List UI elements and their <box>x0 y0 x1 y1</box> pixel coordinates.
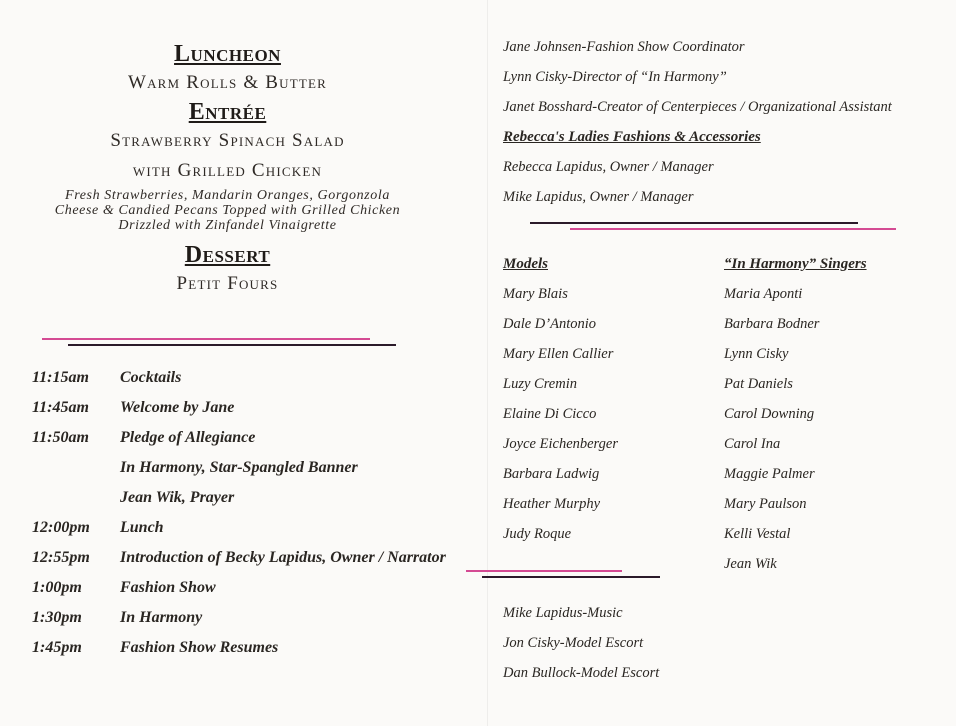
schedule-row <box>32 546 472 569</box>
schedule-event: Pledge of Allegiance <box>120 429 256 446</box>
models-list <box>503 279 703 549</box>
schedule-time: 11:50am <box>32 429 89 446</box>
schedule-row <box>32 486 472 509</box>
schedule-time: 11:45am <box>32 399 89 416</box>
schedule-event: Fashion Show Resumes <box>120 639 279 656</box>
model-name: Mary Ellen Callier <box>503 346 614 362</box>
schedule-list <box>32 366 472 666</box>
singers-column <box>724 249 924 579</box>
schedule-event: Lunch <box>120 519 164 536</box>
singer-name: Carol Ina <box>724 436 781 452</box>
staff-credit: Mike Lapidus-Music <box>503 605 623 621</box>
schedule-row <box>32 516 472 539</box>
menu-section <box>30 40 425 299</box>
left-divider-dark <box>68 344 396 346</box>
singers-heading: “In Harmony” Singers <box>724 256 867 272</box>
luncheon-heading: Luncheon <box>174 41 281 67</box>
model-name: Dale D’Antonio <box>503 316 597 332</box>
schedule-time: 1:00pm <box>32 579 82 596</box>
schedule-time <box>32 456 120 479</box>
entree-line-1: Strawberry Spinach Salad <box>110 130 345 151</box>
singer-name: Pat Daniels <box>724 376 793 392</box>
schedule-event: Cocktails <box>120 369 182 386</box>
model-name: Mary Blais <box>503 286 568 302</box>
entree-heading: Entrée <box>188 99 267 125</box>
right-top-divider-dark <box>530 222 858 224</box>
schedule-event: Introduction of Becky Lapidus, Owner / Narrator <box>120 549 446 566</box>
singers-list <box>724 279 924 579</box>
schedule-time: 12:00pm <box>32 519 90 536</box>
right-bottom-divider-dark <box>482 576 660 578</box>
schedule-event: Fashion Show <box>120 579 216 596</box>
sponsor-heading: Rebecca's Ladies Fashions & Accessories <box>503 129 761 145</box>
entree-line-2: with Grilled Chicken <box>132 160 323 181</box>
singer-name: Jean Wik <box>724 556 777 572</box>
singer-name: Lynn Cisky <box>724 346 789 362</box>
singer-name: Maggie Palmer <box>724 466 815 482</box>
schedule-event: In Harmony, Star-Spangled Banner <box>120 459 358 476</box>
model-name: Joyce Eichenberger <box>503 436 618 452</box>
entree-desc-line-2: Cheese & Candied Pecans Topped with Grilled Chicken <box>54 203 401 218</box>
models-heading: Models <box>503 256 548 272</box>
schedule-time <box>32 486 120 509</box>
schedule-row <box>32 456 472 479</box>
model-name: Heather Murphy <box>503 496 601 512</box>
schedule-event: In Harmony <box>120 609 203 626</box>
entree-desc-line-1: Fresh Strawberries, Mandarin Oranges, Gorgonzola <box>65 188 390 203</box>
credit-director: Lynn Cisky-Director of “In Harmony” <box>503 69 727 85</box>
model-name: Luzy Cremin <box>503 376 577 392</box>
schedule-row <box>32 396 472 419</box>
staff-credit: Dan Bullock-Model Escort <box>503 665 660 681</box>
credit-coordinator: Jane Johnsen-Fashion Show Coordinator <box>503 39 745 55</box>
dessert-heading: Dessert <box>184 242 271 268</box>
credit-owner-2: Mike Lapidus, Owner / Manager <box>503 189 694 205</box>
schedule-time: 1:45pm <box>32 639 82 656</box>
right-top-divider-pink <box>570 228 896 230</box>
schedule-row <box>32 576 472 599</box>
luncheon-item: Warm Rolls & Butter <box>127 72 328 93</box>
schedule-event: Jean Wik, Prayer <box>120 489 235 506</box>
schedule-time: 11:15am <box>32 369 89 386</box>
singer-name: Mary Paulson <box>724 496 807 512</box>
entree-description <box>30 188 425 233</box>
right-panel <box>488 0 956 726</box>
model-name: Elaine Di Cicco <box>503 406 597 422</box>
schedule-event: Welcome by Jane <box>120 399 235 416</box>
schedule-time: 1:30pm <box>32 609 82 626</box>
singer-name: Maria Aponti <box>724 286 803 302</box>
schedule-row <box>32 366 472 389</box>
models-column <box>503 249 703 549</box>
staff-list <box>503 598 803 688</box>
singer-name: Barbara Bodner <box>724 316 820 332</box>
singer-name: Carol Downing <box>724 406 815 422</box>
singer-name: Kelli Vestal <box>724 526 791 542</box>
dessert-item: Petit Fours <box>176 273 279 294</box>
right-bottom-divider-pink <box>466 570 622 572</box>
staff-credit: Jon Cisky-Model Escort <box>503 635 644 651</box>
schedule-row <box>32 606 472 629</box>
schedule-time: 12:55pm <box>32 549 90 566</box>
credit-owner-1: Rebecca Lapidus, Owner / Manager <box>503 159 714 175</box>
model-name: Barbara Ladwig <box>503 466 600 482</box>
schedule-row <box>32 426 472 449</box>
credit-assistant: Janet Bosshard-Creator of Centerpieces / Organizational Assistant <box>503 99 892 115</box>
schedule-row <box>32 636 472 659</box>
entree-desc-line-3: Drizzled with Zinfandel Vinaigrette <box>118 218 337 233</box>
left-divider-pink <box>42 338 370 340</box>
credits-section <box>503 32 943 212</box>
model-name: Judy Roque <box>503 526 572 542</box>
